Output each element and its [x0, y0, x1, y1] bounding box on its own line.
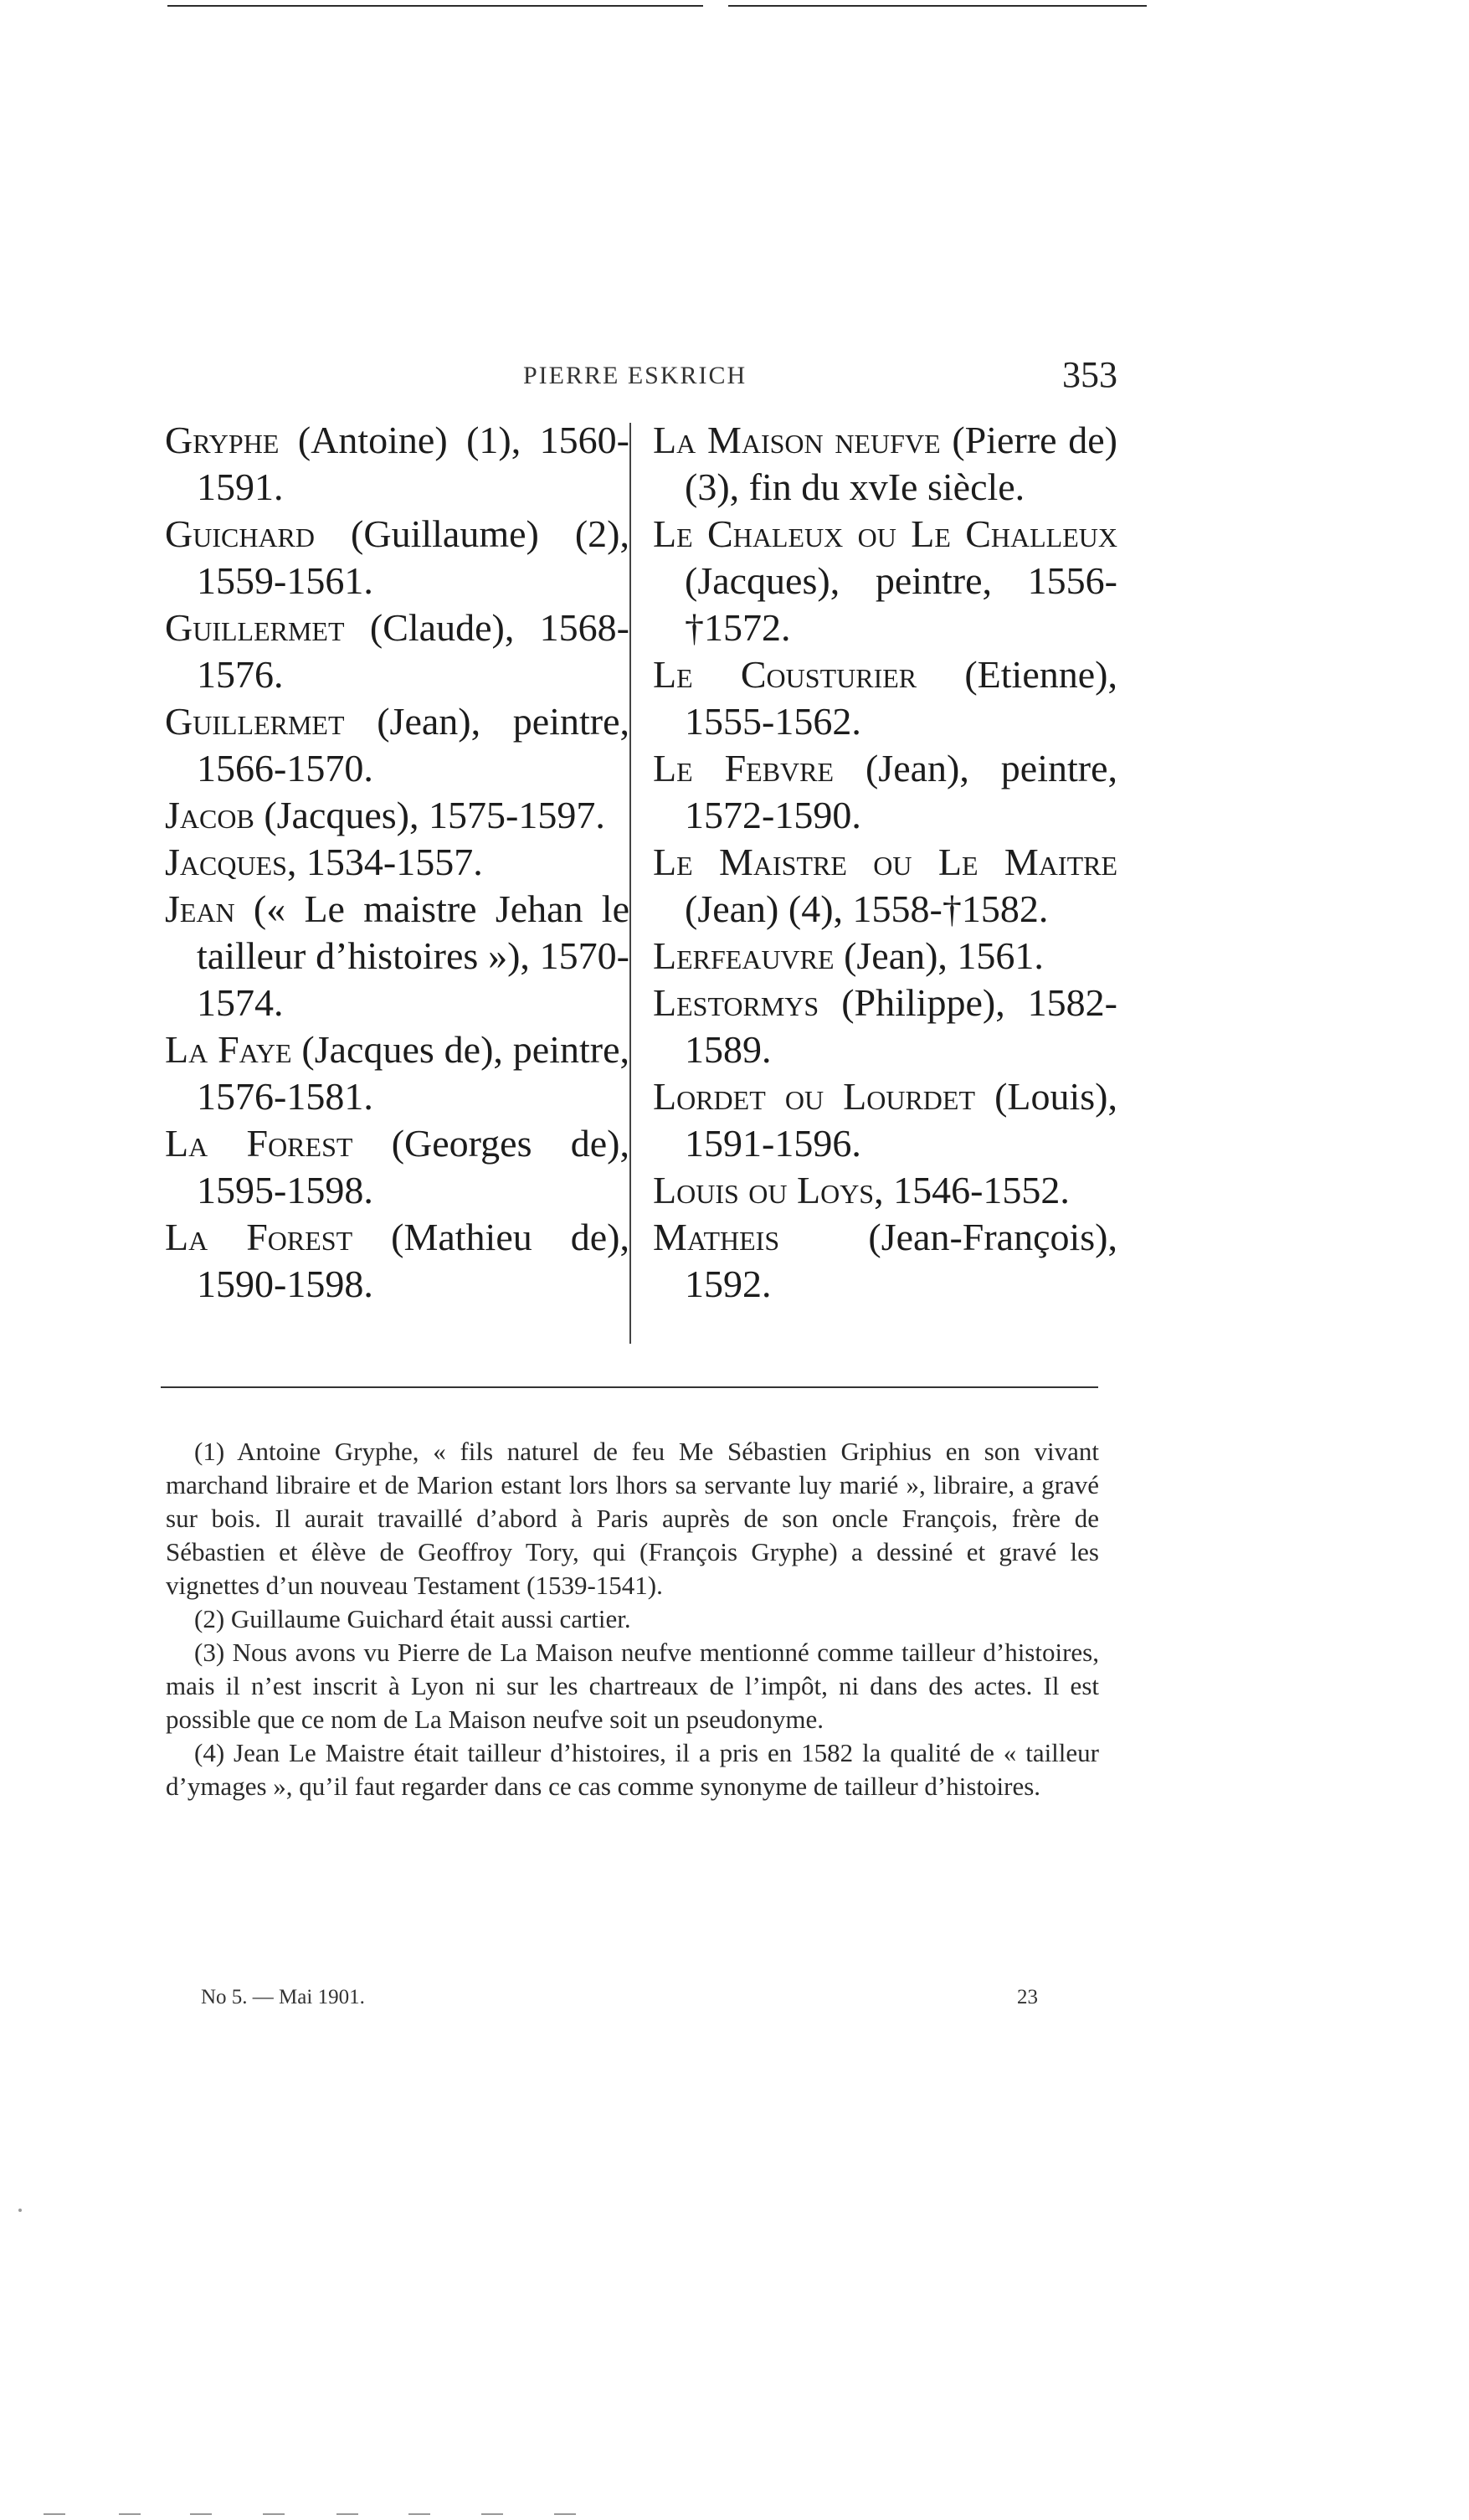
entry-detail: (Guillaume) (2), 1559-1561. — [197, 512, 629, 602]
dash-mark — [408, 2513, 430, 2515]
entry-detail: (Jean), 1561. — [834, 934, 1044, 977]
top-rule — [728, 5, 1147, 7]
footnotes — [166, 1435, 1099, 1803]
index-entry — [653, 1214, 1117, 1308]
dash-mark — [190, 2513, 212, 2515]
entry-name: Lerfeauvre — [653, 934, 835, 977]
index-entry — [165, 886, 629, 1026]
issue-line: No 5. — Mai 1901. — [201, 1986, 365, 2008]
index-entry — [165, 792, 629, 839]
entry-name: Lordet ou Lourdet — [653, 1075, 975, 1118]
entry-name: Le Maistre ou Le Maitre — [653, 841, 1117, 883]
index-entry — [653, 980, 1117, 1073]
dash-mark — [263, 2513, 285, 2515]
entry-detail: (Pierre de) (3), fin du xvIe siècle. — [685, 419, 1117, 508]
entry-detail: (Claude), 1568-1576. — [197, 606, 629, 696]
entry-detail: (Jean) (4), 1558-†1582. — [685, 887, 1049, 930]
left-column — [165, 417, 629, 1308]
entry-name: Gryphe — [165, 419, 280, 461]
index-entry — [165, 417, 629, 511]
entry-detail: (Jacques), peintre, 1556-†1572. — [685, 559, 1117, 649]
index-entry — [165, 839, 629, 886]
entry-detail: (Jean), peintre, 1566-1570. — [197, 700, 629, 789]
entry-detail: (Georges de), 1595-1598. — [197, 1122, 629, 1211]
signature-mark: 23 — [1017, 1986, 1038, 2008]
entry-name: La Forest — [165, 1122, 353, 1165]
footnote: (1) Antoine Gryphe, « fils naturel de feu Me Sébastien Griphius en son vivant marchand libraire et de Marion estant lors lhors sa servante luy marié », libraire, a gravé sur bois. Il aurait travaillé d’abord à Paris auprès de son oncle François, frère de Sébastien et élève de Geoffroy Tory, qui (François Gryphe) a dessiné et gravé les vignettes d’un nouveau Testament (1539-1541). — [166, 1437, 1099, 1600]
footnote: (3) Nous avons vu Pierre de La Maison neufve mentionné comme tailleur d’histoires, mais il n’est inscrit à Lyon ni sur les chartreaux de l’impôt, ni dans des actes. Il est possible que ce nom de La Maison neufve soit un pseudonyme. — [166, 1638, 1099, 1734]
entry-detail: (Etienne), 1555-1562. — [685, 653, 1117, 743]
entry-name: Guillermet — [165, 606, 345, 649]
running-title: PIERRE ESKRICH — [523, 362, 747, 389]
index-entry — [653, 417, 1117, 511]
entry-detail: (Jacques), 1575-1597. — [254, 794, 605, 836]
index-entry — [165, 511, 629, 604]
entry-detail: (Jean-François), 1592. — [685, 1216, 1117, 1305]
entry-name: Jacob — [165, 794, 254, 836]
dash-mark — [481, 2513, 503, 2515]
footnote: (2) Guillaume Guichard était aussi cartier. — [194, 1604, 631, 1633]
footnote-divider — [161, 1386, 1098, 1388]
entry-name: Guichard — [165, 512, 316, 555]
page-number: 353 — [1062, 354, 1117, 395]
index-entry — [653, 1167, 1117, 1214]
index-entry — [165, 604, 629, 698]
entry-detail: (Louis), 1591-1596. — [685, 1075, 1117, 1165]
entry-detail: (Mathieu de), 1590-1598. — [197, 1216, 629, 1305]
top-rule — [167, 5, 703, 7]
entry-name: Lestormys — [653, 981, 819, 1024]
right-column — [653, 417, 1117, 1308]
entry-name: Jean — [165, 887, 235, 930]
entry-name: Le Febvre — [653, 747, 835, 789]
entry-detail: , 1534-1557. — [286, 841, 483, 883]
dash-mark — [336, 2513, 358, 2515]
entry-detail: (Jean), peintre, 1572-1590. — [685, 747, 1117, 836]
entry-name: Le Cousturier — [653, 653, 917, 696]
entry-name: Louis ou Loys — [653, 1169, 875, 1211]
entry-detail: (« Le maistre Jehan le tailleur d’histoires »), 1570-1574. — [197, 887, 629, 1024]
column-divider — [629, 423, 631, 1344]
entry-name: La Forest — [165, 1216, 353, 1258]
dash-mark — [554, 2513, 576, 2515]
entry-name: Le Chaleux ou Le Challeux — [653, 512, 1117, 555]
index-entry — [165, 698, 629, 792]
index-entry — [653, 745, 1117, 839]
index-entry — [653, 651, 1117, 745]
index-entry — [653, 1073, 1117, 1167]
entry-name: Matheis — [653, 1216, 780, 1258]
entry-name: La Faye — [165, 1028, 292, 1071]
bottom-dash-row — [44, 2513, 646, 2515]
page-header — [159, 353, 1117, 404]
index-entry — [653, 511, 1117, 651]
index-entry — [165, 1120, 629, 1214]
footnote: (4) Jean Le Maistre était tailleur d’histoires, il a pris en 1582 la qualité de « tailleur d’ymages », qu’il faut regarder dans ce cas comme synonyme de tailleur d’histoires. — [166, 1738, 1099, 1801]
entry-detail: (Philippe), 1582-1589. — [685, 981, 1117, 1071]
entry-detail: , 1546-1552. — [874, 1169, 1070, 1211]
entry-name: Guillermet — [165, 700, 345, 743]
scan-speck — [18, 2209, 22, 2212]
entry-name: La Maison neufve — [653, 419, 941, 461]
index-entry — [165, 1026, 629, 1120]
index-entry — [653, 933, 1117, 980]
dash-mark — [119, 2513, 141, 2515]
index-entry — [653, 839, 1117, 933]
dash-mark — [44, 2513, 65, 2515]
index-entry — [165, 1214, 629, 1308]
entry-name: Jacques — [165, 841, 287, 883]
entry-detail: (Jacques de), peintre, 1576-1581. — [197, 1028, 629, 1118]
entry-detail: (Antoine) (1), 1560-1591. — [197, 419, 629, 508]
